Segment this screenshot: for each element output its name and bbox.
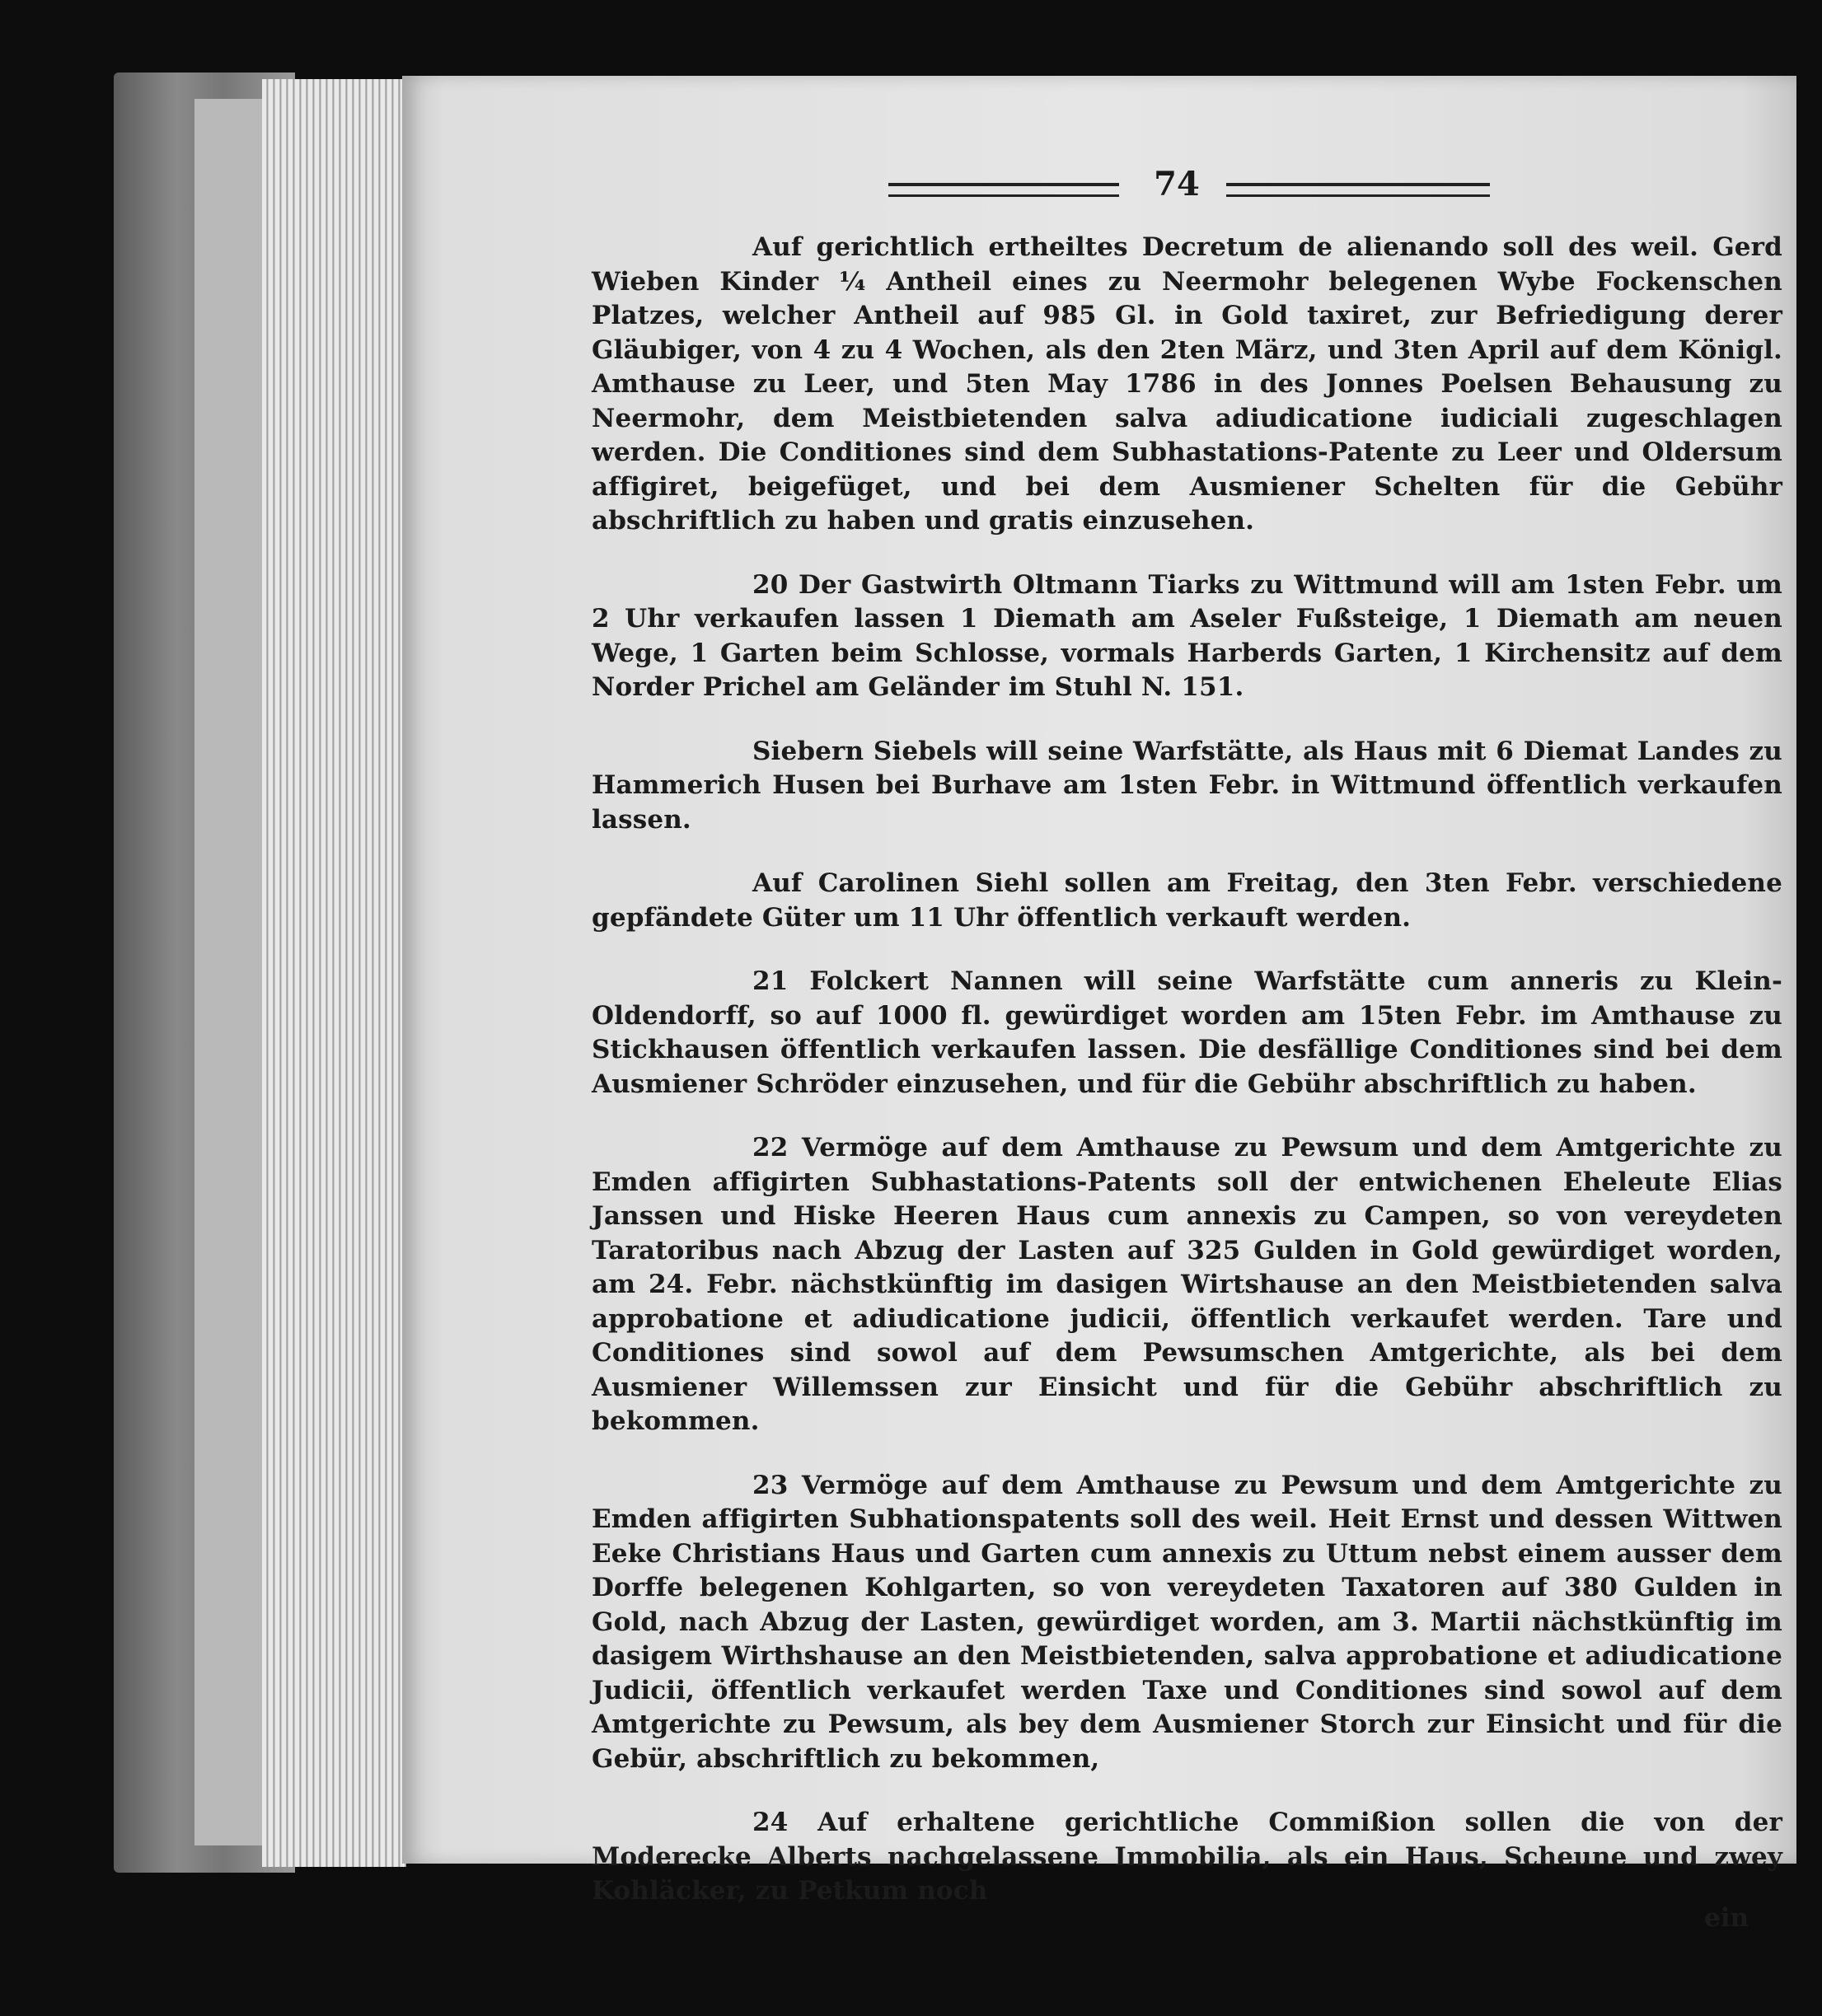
paragraph-decretum: Auf gerichtlich ertheiltes Decretum de alienando soll des weil. Gerd Wieben Kinder ¼ Antheil eines zu Neermohr belegenen Wybe Fockenschen Platzes, welcher Antheil auf 985 Gl. in Gold taxiret, zur Befriedigung derer Gläubiger, von 4 zu 4 Wochen, als den 2ten März, und 3ten April auf dem Königl. Amthause zu Leer, und 5ten May 1786 in des Jonnes Poelsen Behausung zu Neermohr, dem Meistbietenden salva adiudicatione iudiciali zugeschlagen werden. Die Conditiones sind dem Subhastations-Patente zu Leer und Oldersum affigiret, beigefüget, und bei dem Ausmiener Schelten für die Gebühr abschriftlich zu haben und gratis einzusehen. <box>592 232 1782 536</box>
header-rule-left <box>888 183 1119 197</box>
paragraph-22: 22 Vermöge auf dem Amthause zu Pewsum und dem Amtgerichte zu Emden affigirten Subhastations-Patents soll der entwichenen Eheleute Elias Janssen und Hiske Heeren Haus cum annexis zu Campen, so von vereydeten Taratoribus nach Abzug der Lasten auf 325 Gulden in Gold gewürdiget worden, am 24. Febr. nächstkünftig im dasigen Wirtshause an den Meistbietenden salva approbatione et adiudicatione judicii, öffentlich verkaufet werden. Tare und Conditiones sind sowol auf dem Pewsumschen Amtgerichte, als bei dem Ausmiener Willemssen zur Einsicht und für die Gebühr abschriftlich zu bekommen. <box>592 1133 1782 1436</box>
paragraph-24: 24 Auf erhaltene gerichtliche Commißion sollen die von der Moderecke Alberts nachgelassene Immobilia, als ein Haus, Scheune und zwey Kohläcker, zu Petkum noch <box>592 1808 1782 1906</box>
cover-inner-edge <box>194 99 269 1845</box>
catchword: ein <box>1704 1903 1749 1933</box>
paragraph-carolinen-siehl: Auf Carolinen Siehl sollen am Freitag, den 3ten Febr. verschiedene gepfändete Güter um 11 Uhr öffentlich verkauft werden. <box>592 868 1782 933</box>
paragraph-siebels: Siebern Siebels will seine Warfstätte, als Haus mit 6 Diemat Landes zu Hammerich Husen bei Burhave am 1sten Febr. in Wittmund öffentlich verkaufen lassen. <box>592 736 1782 835</box>
page-edges <box>262 79 406 1867</box>
page-header <box>888 165 1399 214</box>
paragraph-21: 21 Folckert Nannen will seine Warfstätte cum anneris zu Klein-Oldendorff, so auf 1000 fl. gewürdiget worden am 15ten Febr. im Amthause zu Stickhausen öffentlich verkaufen lassen. Die desfällige Conditiones sind bei dem Ausmiener Schröder einzusehen, und für die Gebühr abschriftlich zu haben. <box>592 966 1782 1099</box>
header-rule-right <box>1226 183 1490 197</box>
paragraph-20: 20 Der Gastwirth Oltmann Tiarks zu Wittmund will am 1sten Febr. um 2 Uhr verkaufen lassen 1 Diemath am Aseler Fußsteige, 1 Diemath am neuen Wege, 1 Garten beim Schlosse, vormals Harberds Garten, 1 Kirchensitz auf dem Norder Prichel am Geländer im Stuhl N. 151. <box>592 569 1782 702</box>
book-page <box>402 76 1796 1933</box>
page-body <box>592 231 1782 1939</box>
page-number: 74 <box>1154 165 1200 203</box>
paragraph-23: 23 Vermöge auf dem Amthause zu Pewsum und dem Amtgerichte zu Emden affigirten Subhationspatents soll des weil. Heit Ernst und dessen Wittwen Eeke Christians Haus und Garten cum annexis zu Uttum nebst einem ausser dem Dorffe belegenen Kohlgarten, so von vereydeten Taxatoren auf 380 Gulden in Gold, nach Abzug der Lasten, gewürdiget worden, am 3. Martii nächstkünftig im dasigem Wirthshause an den Meistbietenden, salva approbatione et adiudicatione Judicii, öffentlich verkaufet werden Taxe und Conditiones sind sowol auf dem Amtgerichte zu Pewsum, als bey dem Ausmiener Storch zur Einsicht und für die Gebür, abschriftlich zu bekommen, <box>592 1470 1782 1774</box>
